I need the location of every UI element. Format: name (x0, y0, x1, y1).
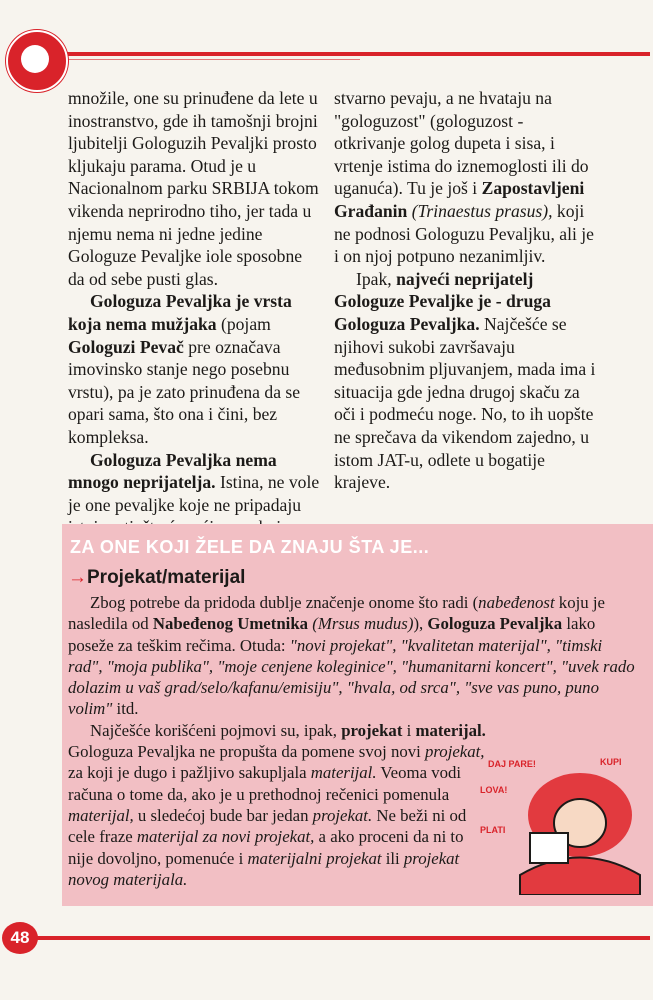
info-paragraph-2: Najčešće korišćeni pojmovi su, ipak, projekat i materijal. Gologuza Pevaljka ne propušta da pomene svoj novi projekat, za koji je dugo i pažljivo sakupljala materijal. Veoma vodi računa o tome da, ako je u prethodnoj rečenici pomenula materijal, u sledećoj bude bar jedan projekat. Ne beži ni od cele fraze materijal za novi projekat, a ako proceni da ni to nije dovoljno, pomenuće i materijalni projekat ili projekat novog materijala. (68, 720, 486, 889)
park-seal-logo (6, 30, 68, 92)
bottom-rule (30, 936, 650, 940)
arrow-icon: → (68, 567, 87, 588)
info-box-subheading: →Projekat/materijal (68, 567, 246, 588)
info-paragraph-1: Zbog potrebe da pridoda dublje značenje onome što radi (nabeđenost koju je nasledila od Nabeđenog Umetnika (Mrsus mudus)), Gologuza Pevaljka lako poseže za teškim rečima. Otuda: "novi projekat", "kvalitetan materijal", "timski rad", "moja publika", "moje cenjene koleginice", "humanitarni koncert", "uvek rado dolazim u vaš grad/selo/kafanu/emisiju", "hvala, od srca", "sve vas puno, puno volim" itd. (68, 593, 635, 719)
left-column (68, 87, 320, 539)
right-paragraph-2: Ipak, najveći neprijatelj Gologuze Pevaljke je - druga Gologuza Pevaljka. Najčešće se njihovi sukobi završavaju međusobnim pljuvanjem, mada ima i situacija gde jedna drugoj skaču za oči i podmeću noge. No, to ih uopšte ne sprečava da vikendom zajedno, u istom JAT-u, odlete u bogatije krajeve. (334, 268, 596, 493)
left-paragraph-1: množile, one su prinuđene da lete u inostranstvo, gde ih tamošnji brojni ljubitelji Gologuzih Pevaljki prosto kljukaju parama. Otud je u Nacionalnom parku SRBIJA tokom vikenda neprirodno tiho, jer tada u njemu nema ni jedne jedine Gologuze Pevaljke iole sposobne da od sebe pusti glas. (68, 88, 319, 289)
right-paragraph-1: stvarno pevaju, a ne hvataju na "gologuzost" (gologuzost - otkrivanje golog dupeta i sisa, i vrtenje istima do iznemoglosti ili do uganuća). Tu je još i Zapostavljeni Građanin (Trinaestus prasus), koji ne podnosi Gologuzu Pevaljku, ali je i on njoj potpuno nezanimljiv. (334, 88, 594, 267)
cartoon-illustration (480, 745, 650, 895)
top-rule-thin (60, 59, 360, 60)
left-paragraph-3: Gologuza Pevaljka nema mnogo neprijatelja. Istina, ne vole je one pevaljke koje ne pripadaju (68, 449, 320, 515)
page-number: 48 (2, 922, 38, 954)
cartoon-sign (530, 833, 568, 863)
cartoon-label-3: LOVA! (480, 785, 508, 795)
info-box-heading: ZA ONE KOJI ŽELE DA ZNAJU ŠTA JE... (70, 537, 430, 557)
left-paragraph-2: Gologuza Pevaljka je vrsta koja nema mužjaka (pojam Gologuzi Pevač pre označava imovinsko stanje nego posebnu vrstu), pa je zato prinuđena da se opari sama, što ona i čini, bez kompleksa. (68, 291, 301, 447)
top-rule (60, 52, 650, 56)
right-column (334, 87, 596, 494)
cartoon-label-4: PLATI (480, 825, 506, 835)
cartoon-label-1: DAJ PARE! (488, 759, 536, 769)
cartoon-label-2: KUPI (600, 757, 622, 767)
